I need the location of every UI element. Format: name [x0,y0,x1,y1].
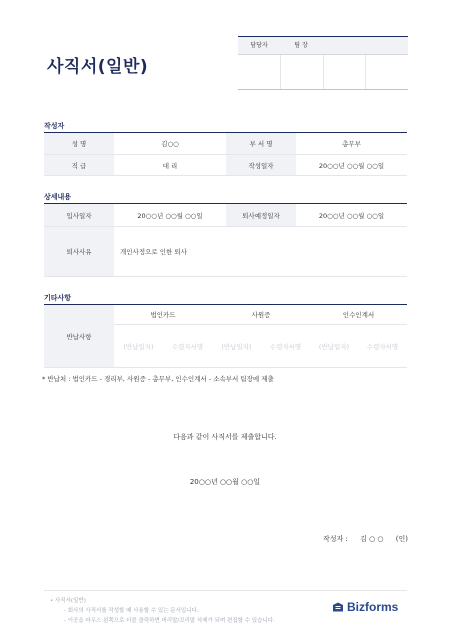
return-table [44,304,407,368]
submit-date[interactable]: 20○○년 ○○월 ○○일 [189,478,261,486]
bizforms-logo [332,600,398,614]
bizforms-logo-text: Bizforms [347,600,399,614]
approval-sign-cell[interactable] [281,55,324,89]
dept-label: 부 서 명 [226,133,296,155]
return-items-label: 반납사항 [44,305,114,368]
receiver-sign-field[interactable]: 수령자서명 [261,325,310,368]
name-label: 성 명 [44,133,114,155]
approval-box [238,36,408,90]
leave-date-value[interactable]: 20○○년 ○○월 ○○일 [296,204,407,227]
written-date-label: 작성일자 [226,155,296,176]
signature-seal: (인) [395,535,408,543]
footer-notes [50,596,275,626]
join-date-value[interactable]: 20○○년 ○○월 ○○일 [114,204,226,227]
approval-sign-cell[interactable] [366,55,408,89]
approval-header-leader: 팀 장 [294,42,308,49]
return-date-field[interactable]: (반납일자) [114,325,163,368]
section-writer-label: 작성자 [44,122,65,130]
return-note: * 반납처 : 법인카드 - 경리부, 사원증 - 총무부, 인수인계서 - 소속부서 팀장에 제출 [42,375,274,383]
approval-sign-cell[interactable] [324,55,367,89]
return-item-idcard: 사원증 [212,305,310,325]
rank-value[interactable]: 대 리 [114,155,226,176]
signature-line [323,534,408,544]
section-etc-label: 기타사항 [44,294,72,302]
approval-sign-cell[interactable] [238,55,281,89]
detail-table [44,203,407,277]
leave-date-label: 퇴사예정일자 [226,204,296,227]
receiver-sign-field[interactable]: 수령자서명 [163,325,212,368]
written-date-value[interactable]: 20○○년 ○○월 ○○일 [296,155,407,176]
signature-label: 작성자 : [322,535,348,543]
receiver-sign-field[interactable]: 수령자서명 [358,325,407,368]
footer-line-2: - 이곳을 마우스 왼쪽으로 더블 클릭하면 머리말/꼬리말 삭제가 되며 편집할 수 있습니다. [64,618,275,624]
leave-reason-value[interactable]: 개인사정으로 인한 퇴사 [114,227,407,277]
dept-value[interactable]: 총무부 [296,133,407,155]
submit-statement: 다음과 같이 사직서를 제출합니다. [173,433,277,441]
footer-line-1: - 회사의 사직서를 작성할 때 사용할 수 있는 문서입니다. [64,608,199,614]
leave-reason-label: 퇴사사유 [44,227,114,277]
return-item-handover: 인수인계서 [310,305,407,325]
footer-title: • 사직서(일반) [50,598,86,604]
name-value[interactable]: 김○○ [114,133,226,155]
return-date-field[interactable]: (반납일자) [310,325,358,368]
signature-name[interactable]: 김 ○ ○ [360,535,384,543]
writer-table [44,132,407,176]
footer-divider [44,590,407,591]
join-date-label: 입사일자 [44,204,114,227]
approval-header-staff: 담당자 [250,42,268,49]
return-date-field[interactable]: (반납일자) [212,325,261,368]
return-item-card: 법인카드 [114,305,212,325]
section-detail-label: 상세내용 [44,193,72,201]
rank-label: 직 급 [44,155,114,176]
approval-header [238,37,408,55]
approval-sign-row [238,55,408,90]
document-title: 사직서(일반) [47,57,149,77]
bizforms-logo-icon [332,601,344,613]
